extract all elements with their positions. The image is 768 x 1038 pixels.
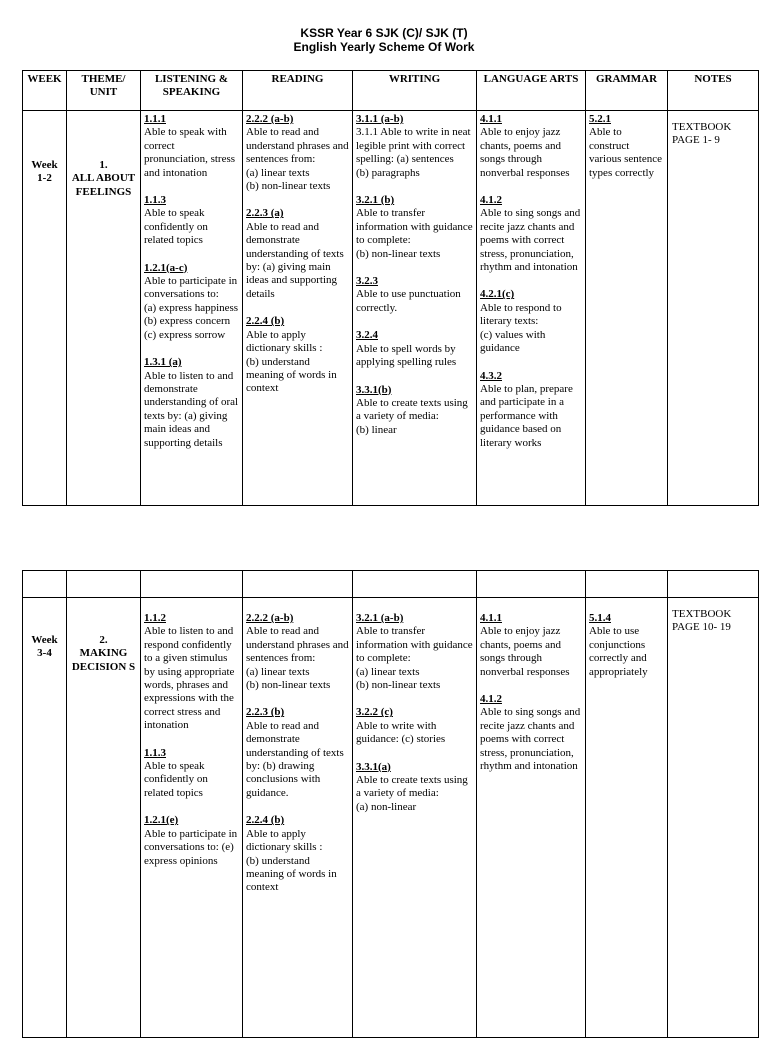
outcome-entry [144, 747, 239, 801]
outcome-code: 1.3.1 (a) [144, 356, 182, 369]
outcome-description: Able to read and demonstrate understanding of texts by: (b) drawing conclusions with guidance. [246, 719, 344, 799]
listening-cell [141, 111, 243, 506]
outcome-code: 1.1.2 [144, 612, 166, 624]
grammar-cell [586, 598, 668, 1038]
outcome-code: 3.3.1(b) [356, 383, 392, 396]
outcome-entry [480, 194, 582, 274]
outcome-code: 5.2.1 [589, 113, 611, 125]
outcome-code: 2.2.3 (a) [246, 207, 284, 220]
outcome-code: 3.2.1 (a-b) [356, 612, 404, 624]
outcome-description: Able to speak confidently on related topics [144, 207, 208, 247]
blank-cell [353, 571, 477, 598]
outcome-description: Able to speak confidently on related topics [144, 760, 208, 799]
outcome-code: 3.2.3 [356, 275, 378, 288]
outcome-code: 3.2.1 (b) [356, 194, 395, 207]
outcome-description: Able to sing songs and recite jazz chants and poems with correct stress, pronunciation, rhythm and intonation [480, 207, 581, 274]
outcome-description: Able to transfer information with guidance to complete: (b) non-linear texts [356, 207, 473, 260]
outcome-entry [356, 275, 473, 315]
outcome-description: Able to create texts using a variety of media: (b) linear [356, 396, 468, 436]
outcome-entry [480, 370, 582, 450]
blank-cell [67, 571, 141, 598]
outcome-code: 2.2.4 (b) [246, 315, 285, 328]
title-line-1: KSSR Year 6 SJK (C)/ SJK (T) [300, 26, 468, 40]
outcome-code: 2.2.3 (b) [246, 706, 285, 719]
outcome-entry [144, 262, 239, 342]
outcome-description: Able to speak with correct pronunciation, stress and intonation [144, 126, 236, 179]
notes-cell: TEXTBOOK PAGE 1- 9 [668, 111, 759, 506]
outcome-description: Able to participate in conversations to: (a) express happiness (b) express concern (c) express sorrow [144, 275, 239, 341]
blank-cell [586, 571, 668, 598]
outcome-description: Able to enjoy jazz chants, poems and songs through nonverbal responses [480, 126, 570, 179]
header-listening: LISTENING & SPEAKING [141, 71, 243, 111]
outcome-code: 3.1.1 (a-b) [356, 113, 404, 125]
outcome-entry [356, 194, 473, 261]
reading-cell [243, 111, 353, 506]
outcome-code: 2.2.4 (b) [246, 814, 285, 827]
outcome-description: Able to sing songs and recite jazz chants and poems with correct stress, pronunciation, rhythm and intonation [480, 706, 581, 773]
outcome-description: Able to read and demonstrate understanding of texts by: (a) giving main ideas and supporting details [246, 220, 344, 300]
blank-cell [477, 571, 586, 598]
outcome-description: Able to create texts using a variety of media: (a) non-linear [356, 774, 468, 813]
outcome-entry [246, 207, 349, 301]
outcome-entry [144, 612, 239, 733]
outcome-description: Able to listen to and demonstrate understanding of oral texts by: (a) giving main ideas and supporting details [144, 369, 239, 449]
theme-cell: 1. ALL ABOUT FEELINGS [67, 111, 141, 506]
outcome-entry [144, 814, 239, 868]
outcome-code: 2.2.2 (a-b) [246, 612, 294, 624]
outcome-entry [480, 612, 582, 679]
outcome-code: 3.2.4 [356, 329, 378, 342]
outcome-description: Able to plan, prepare and participate in a performance with guidance based on literary works [480, 382, 573, 449]
notes-cell: TEXTBOOK PAGE 10- 19 [668, 598, 759, 1038]
blank-cell [668, 571, 759, 598]
writing-cell [353, 598, 477, 1038]
table-row [23, 598, 759, 1038]
blank-header-row [23, 571, 759, 598]
outcome-entry [589, 113, 664, 180]
outcome-description: Able to transfer information with guidance to complete: (a) linear texts (b) non-linear texts [356, 625, 473, 692]
outcome-description: Able to read and understand phrases and sentences from: (a) linear texts (b) non-linear texts [246, 126, 349, 193]
title-line-2: English Yearly Scheme Of Work [293, 40, 475, 54]
outcome-description: Able to listen to and respond confidently to a given stimulus by using appropriate words, phrases and expressions with the correct stress and intonation [144, 625, 235, 732]
outcome-entry [356, 761, 473, 815]
outcome-description: Able to construct various sentence types correctly [589, 126, 662, 179]
header-reading: READING [243, 71, 353, 111]
writing-cell [353, 111, 477, 506]
header-row [23, 71, 759, 111]
outcome-code: 4.1.1 [480, 113, 502, 125]
outcome-description: Able to respond to literary texts: (c) values with guidance [480, 301, 562, 355]
language-arts-cell [477, 598, 586, 1038]
outcome-code: 1.2.1(e) [144, 814, 179, 827]
week-cell: Week 1-2 [23, 111, 67, 506]
scheme-table-1 [22, 70, 759, 506]
outcome-entry [246, 612, 349, 692]
outcome-entry [480, 693, 582, 773]
outcome-code: 4.1.2 [480, 693, 502, 706]
theme-cell: 2. MAKING DECISION S [67, 598, 141, 1038]
reading-cell [243, 598, 353, 1038]
outcome-entry [356, 706, 473, 746]
outcome-description: 3.1.1 Able to write in neat legible print with correct spelling: (a) sentences (b) paragraphs [356, 126, 471, 179]
outcome-entry [356, 329, 473, 369]
outcome-entry [356, 113, 473, 180]
document-title [0, 26, 768, 54]
outcome-entry [144, 356, 239, 450]
outcome-code: 1.1.3 [144, 194, 166, 207]
outcome-entry [144, 194, 239, 248]
outcome-description: Able to spell words by applying spelling rules [356, 342, 457, 369]
outcome-entry [246, 706, 349, 800]
listening-cell [141, 598, 243, 1038]
outcome-code: 1.2.1(a-c) [144, 261, 188, 274]
header-writing: WRITING [353, 71, 477, 111]
outcome-code: 4.3.2 [480, 369, 502, 382]
outcome-entry [246, 814, 349, 894]
header-theme: THEME/ UNIT [67, 71, 141, 111]
week-cell: Week 3-4 [23, 598, 67, 1038]
outcome-code: 1.1.1 [144, 113, 166, 125]
header-notes: NOTES [668, 71, 759, 111]
outcome-description: Able to write with guidance: (c) stories [356, 719, 446, 746]
outcome-entry [480, 113, 582, 180]
outcome-entry [246, 315, 349, 395]
outcome-description: Able to use punctuation correctly. [356, 288, 461, 314]
outcome-code: 2.2.2 (a-b) [246, 113, 294, 125]
outcome-entry [246, 113, 349, 193]
outcome-entry [480, 288, 582, 355]
blank-cell [23, 571, 67, 598]
outcome-code: 3.3.1(a) [356, 760, 391, 773]
header-grammar: GRAMMAR [586, 71, 668, 111]
outcome-entry [356, 384, 473, 438]
outcome-code: 4.2.1(c) [480, 288, 515, 301]
grammar-cell [586, 111, 668, 506]
table-row [23, 111, 759, 506]
scheme-table-2 [22, 570, 759, 1038]
outcome-code: 4.1.1 [480, 612, 502, 624]
blank-cell [243, 571, 353, 598]
outcome-description: Able to apply dictionary skills : (b) understand meaning of words in context [246, 827, 337, 894]
outcome-entry [356, 612, 473, 692]
header-week: WEEK [23, 71, 67, 111]
outcome-code: 3.2.2 (c) [356, 706, 393, 719]
language-arts-cell [477, 111, 586, 506]
outcome-code: 5.1.4 [589, 612, 611, 624]
blank-cell [141, 571, 243, 598]
outcome-code: 4.1.2 [480, 194, 502, 207]
outcome-description: Able to read and understand phrases and sentences from: (a) linear texts (b) non-linear texts [246, 625, 349, 692]
outcome-description: Able to enjoy jazz chants, poems and songs through nonverbal responses [480, 625, 570, 678]
outcome-code: 1.1.3 [144, 746, 166, 759]
outcome-description: Able to apply dictionary skills : (b) understand meaning of words in context [246, 328, 337, 395]
header-language-arts: LANGUAGE ARTS [477, 71, 586, 111]
outcome-entry [589, 612, 664, 679]
outcome-description: Able to use conjunctions correctly and appropriately [589, 625, 648, 678]
outcome-description: Able to participate in conversations to: (e) express opinions [144, 827, 238, 867]
outcome-entry [144, 113, 239, 180]
